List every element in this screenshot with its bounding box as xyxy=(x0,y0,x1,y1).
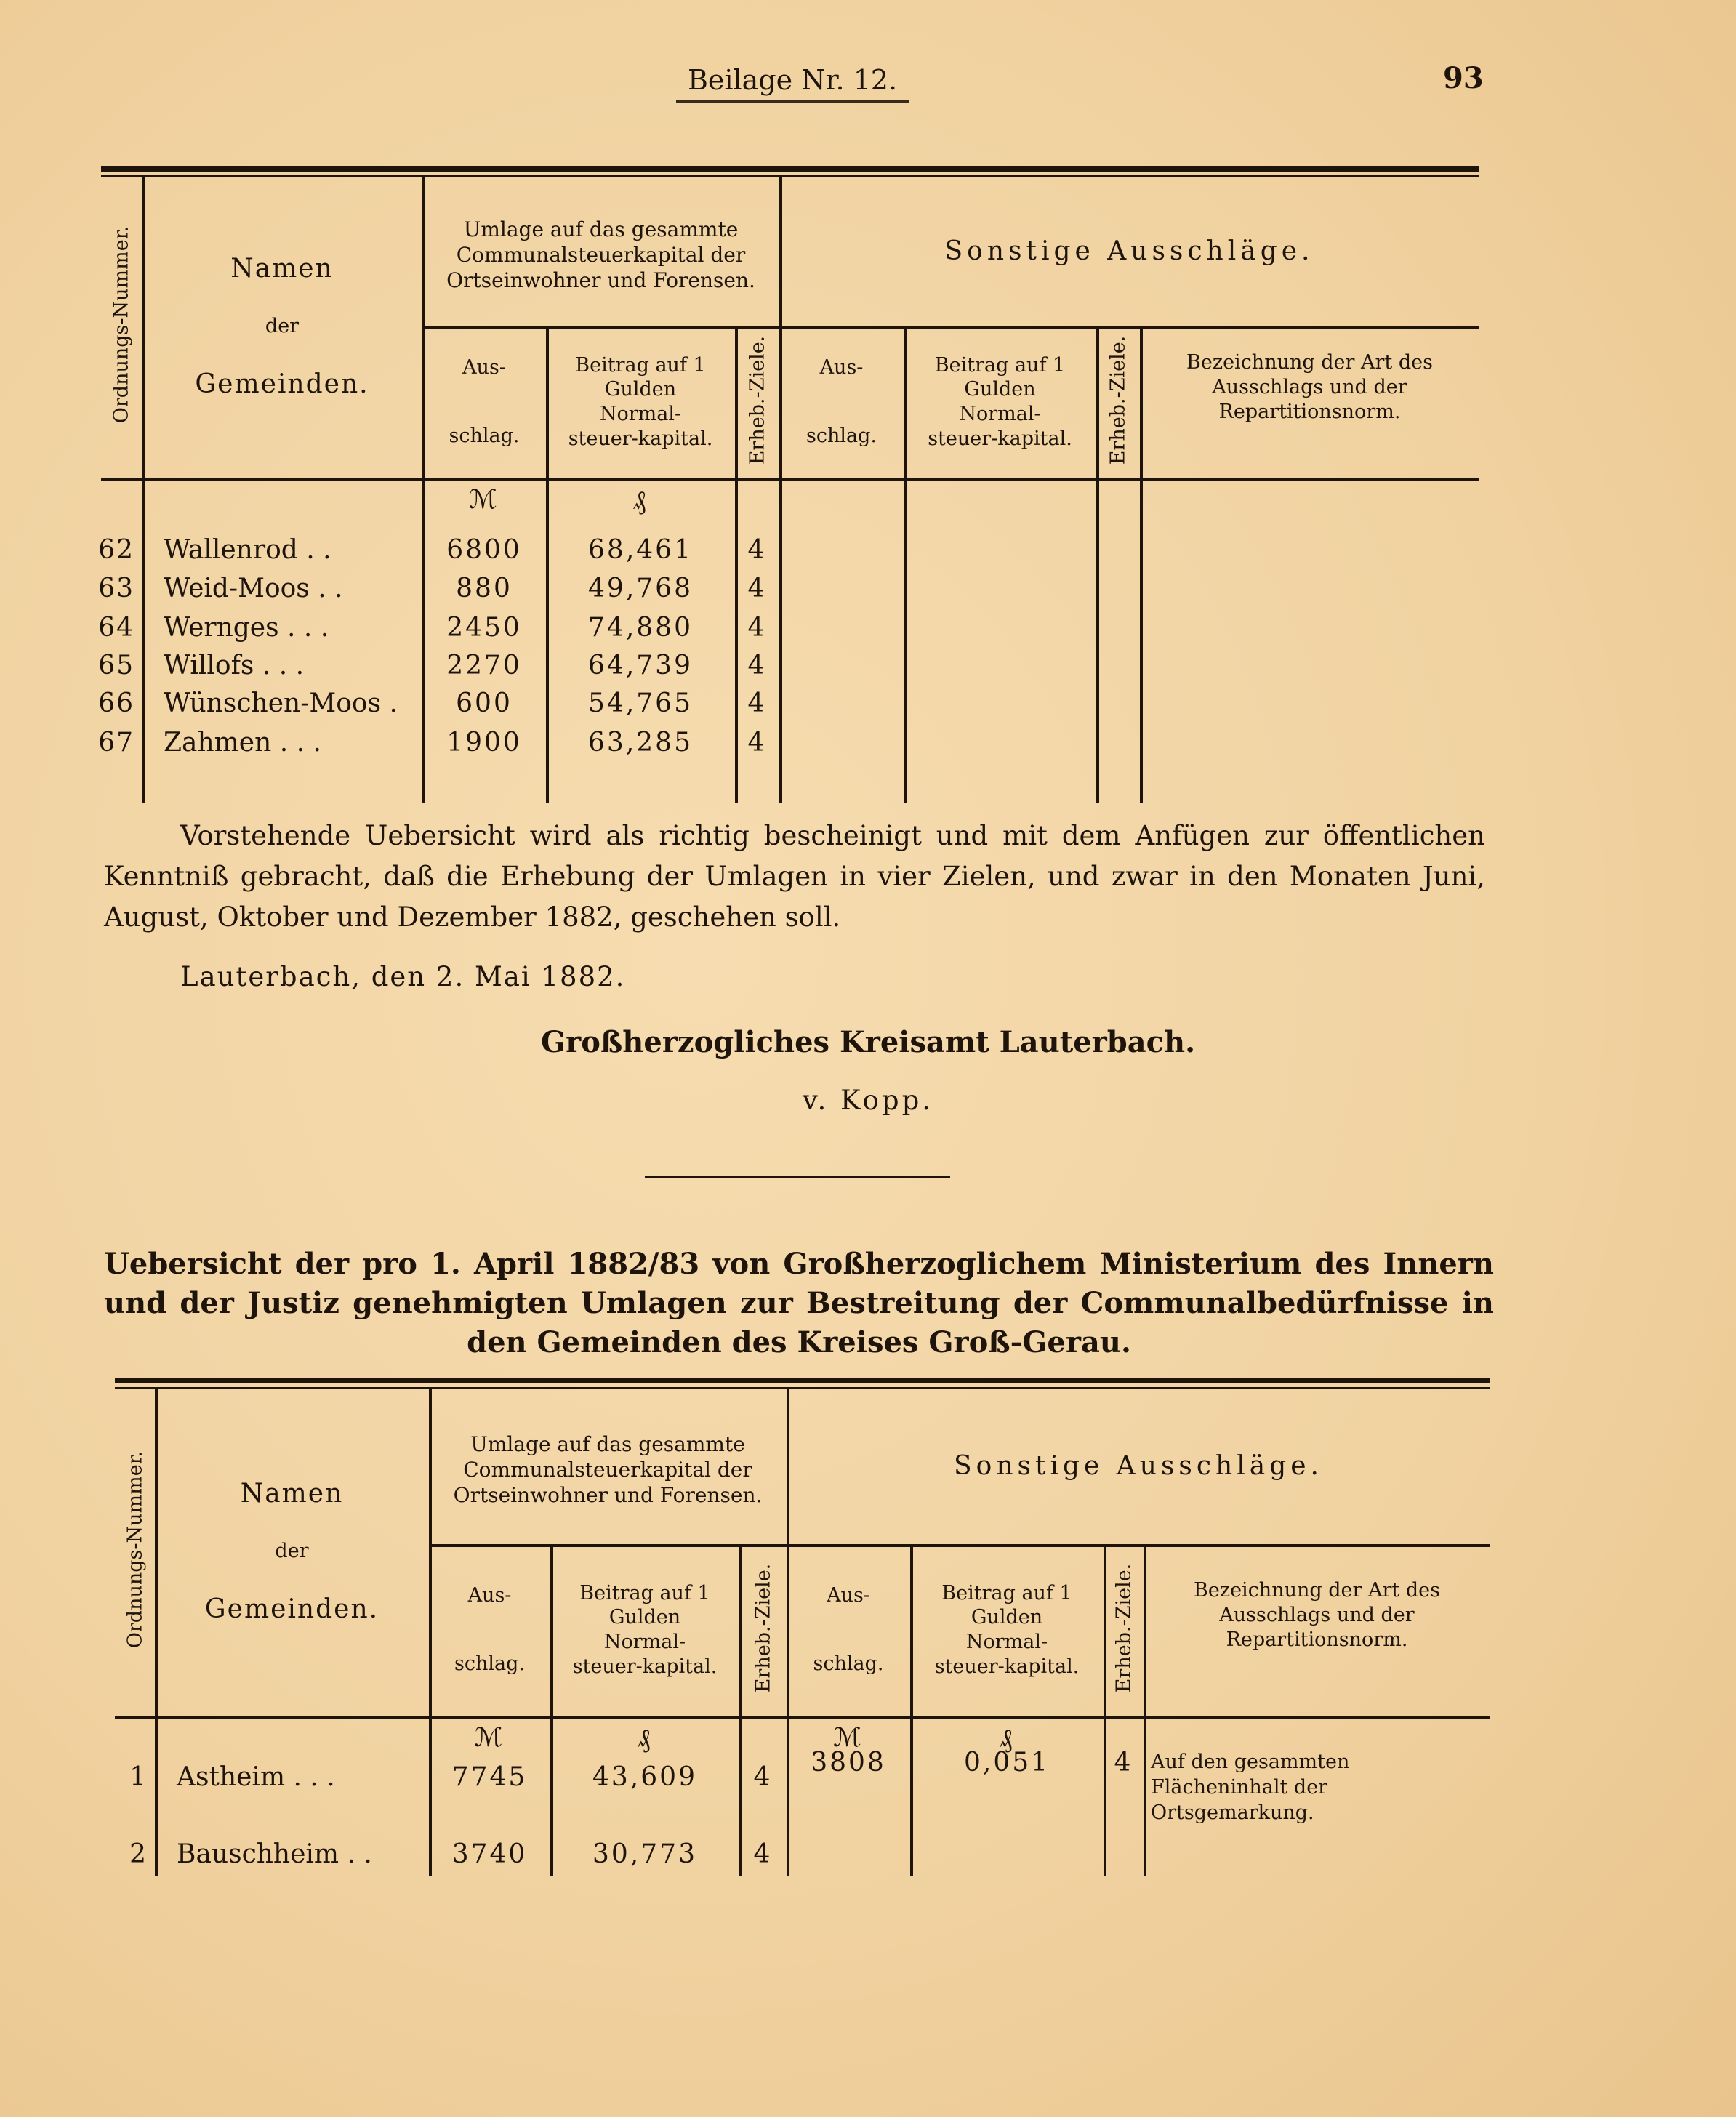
bezeichnung-value: Auf den gesammten Flächeninhalt der Ortsgemarkung. xyxy=(1151,1751,1350,1825)
header-erheb-ziele: Erheb.-Ziele. xyxy=(1112,1563,1135,1693)
header-ordnungs-nummer: Ordnungs-Nummer. xyxy=(110,225,133,424)
table-top-rule xyxy=(101,166,1479,172)
municipality-name: Zahmen . . . xyxy=(164,728,321,758)
ausschlag-value: 2270 xyxy=(446,651,522,680)
header-namen xyxy=(155,1387,429,1716)
section-title: Uebersicht der pro 1. April 1882/83 von Großherzoglichem Ministerium des Innern und der Justiz genehmigten Umlagen zur Bestreitung der Communalbedürfnisse in den Gemeinden des Kreises Groß-Gerau. xyxy=(104,1247,1494,1359)
header-erheb-ziele: Erheb.-Ziele. xyxy=(752,1563,774,1693)
unit-pfennig: ₰ xyxy=(637,1724,653,1754)
header-umlage: Umlage auf das gesammte Communalsteuerkapital der Ortseinwohner und Forensen. xyxy=(446,217,755,292)
header-sonstige: Sonstige Ausschläge. xyxy=(953,1450,1324,1481)
header-ordnungs-nummer: Ordnungs-Nummer. xyxy=(124,1450,146,1649)
header-namen-line: der xyxy=(275,1540,309,1563)
row-number: 67 xyxy=(98,728,134,758)
column-rule xyxy=(739,1544,742,1876)
column-rule xyxy=(910,1544,913,1876)
supplement-heading: Beilage Nr. 12. xyxy=(676,64,909,103)
ausschlag-value: 7745 xyxy=(451,1762,528,1792)
page-number: 93 xyxy=(1443,61,1484,95)
sonstige-ziele-value: 4 xyxy=(1114,1748,1133,1777)
ziele-value: 4 xyxy=(747,574,767,603)
beitrag-value: 68,461 xyxy=(588,535,693,565)
signature: v. Kopp. xyxy=(802,1085,934,1116)
issuing-authority: Großherzogliches Kreisamt Lauterbach. xyxy=(540,1025,1196,1059)
header-erheb-ziele: Erheb.-Ziele. xyxy=(1106,335,1130,465)
beitrag-value: 64,739 xyxy=(588,651,693,680)
notice-text: Vorstehende Uebersicht wird als richtig bescheinigt und mit dem Anfügen zur öffentlichen Kenntniß gebracht, daß die Erhebung der Umlagen in vier Zielen, und zwar in den Monaten Juni, August, Oktober und Dezember 1882, geschehen soll. xyxy=(104,820,1485,933)
beitrag-value: 54,765 xyxy=(588,688,693,718)
ziele-value: 4 xyxy=(747,688,767,718)
municipality-name: Willofs . . . xyxy=(164,651,305,680)
municipality-name: Bauschheim . . xyxy=(177,1839,372,1869)
header-ausschlag-line: schlag. xyxy=(449,425,520,447)
ziele-value: 4 xyxy=(747,651,767,680)
beitrag-value: 30,773 xyxy=(592,1839,697,1869)
header-sonstige: Sonstige Ausschläge. xyxy=(944,236,1314,266)
header-ausschlag xyxy=(787,1544,910,1716)
municipality-name: Wallenrod . . xyxy=(164,535,331,565)
place-date: Lauterbach, den 2. Mai 1882. xyxy=(180,961,626,992)
ausschlag-value: 600 xyxy=(456,688,513,718)
table-top-rule xyxy=(115,1378,1490,1383)
header-umlage: Umlage auf das gesammte Communalsteuerkapital der Ortseinwohner und Forensen. xyxy=(453,1431,763,1507)
header-ausschlag-line: Aus- xyxy=(462,356,506,379)
column-rule xyxy=(1104,1544,1106,1876)
header-ausschlag xyxy=(429,1544,550,1716)
header-bezeichnung: Bezeichnung der Art des Ausschlags und der Repartitionsnorm. xyxy=(1186,351,1433,423)
row-number: 62 xyxy=(98,535,134,565)
ausschlag-value: 1900 xyxy=(446,728,522,758)
row-number: 64 xyxy=(98,613,134,643)
header-ausschlag xyxy=(422,326,546,478)
ziele-value: 4 xyxy=(753,1762,773,1792)
municipality-name: Astheim . . . xyxy=(177,1762,335,1792)
beitrag-value: 43,609 xyxy=(592,1762,697,1792)
unit-mark: ℳ xyxy=(469,485,499,515)
municipality-name: Wünschen-Moos . xyxy=(164,688,398,718)
sonstige-ausschlag-value: 3808 xyxy=(811,1748,886,1777)
unit-pfennig: ₰ xyxy=(999,1724,1015,1754)
unit-mark: ℳ xyxy=(833,1723,864,1753)
ausschlag-value: 6800 xyxy=(446,535,522,565)
header-ausschlag-line: schlag. xyxy=(813,1652,884,1675)
unit-mark: ℳ xyxy=(474,1723,505,1753)
row-number: 2 xyxy=(129,1839,148,1869)
column-rule xyxy=(1096,326,1099,803)
column-rule xyxy=(1144,1544,1146,1876)
header-beitrag: Beitrag auf 1 Gulden Normal-steuer-kapital. xyxy=(934,1581,1080,1678)
municipality-name: Wernges . . . xyxy=(164,613,329,643)
header-namen-line: Namen xyxy=(240,1479,344,1509)
header-bezeichnung: Bezeichnung der Art des Ausschlags und der Repartitionsnorm. xyxy=(1194,1579,1440,1651)
header-namen-line: Gemeinden. xyxy=(195,369,369,399)
ziele-value: 4 xyxy=(747,535,767,565)
header-namen xyxy=(142,175,422,478)
row-number: 63 xyxy=(98,574,134,603)
header-bottom-rule xyxy=(101,478,1479,481)
ausschlag-value: 880 xyxy=(456,574,513,603)
column-rule xyxy=(1140,326,1143,803)
row-number: 65 xyxy=(98,651,134,680)
beitrag-value: 74,880 xyxy=(588,613,693,643)
header-beitrag: Beitrag auf 1 Gulden Normal-steuer-kapital. xyxy=(568,353,713,450)
section-divider xyxy=(645,1176,950,1178)
column-rule xyxy=(904,326,907,803)
header-ausschlag-line: Aus- xyxy=(819,356,864,379)
beitrag-value: 63,285 xyxy=(588,728,693,758)
ziele-value: 4 xyxy=(747,613,767,643)
header-namen-line: der xyxy=(265,315,300,338)
header-erheb-ziele: Erheb.-Ziele. xyxy=(746,335,768,465)
ausschlag-value: 2450 xyxy=(446,613,522,643)
column-rule xyxy=(550,1544,553,1876)
ziele-value: 4 xyxy=(747,728,767,758)
header-ausschlag-line: Aus- xyxy=(467,1584,512,1607)
row-number: 1 xyxy=(129,1762,148,1792)
sonstige-beitrag-value: 0,051 xyxy=(963,1748,1050,1777)
row-number: 66 xyxy=(98,688,134,718)
header-beitrag: Beitrag auf 1 Gulden Normal-steuer-kapital. xyxy=(572,1581,718,1678)
header-ausschlag-line: Aus- xyxy=(827,1584,870,1607)
notice-paragraph xyxy=(104,816,1485,938)
ziele-value: 4 xyxy=(753,1839,773,1869)
header-ausschlag xyxy=(779,326,904,478)
beitrag-value: 49,768 xyxy=(588,574,693,603)
header-namen-line: Namen xyxy=(230,254,334,284)
header-namen-line: Gemeinden. xyxy=(204,1594,379,1624)
unit-pfennig: ₰ xyxy=(632,486,648,515)
ausschlag-value: 3740 xyxy=(451,1839,528,1869)
header-beitrag: Beitrag auf 1 Gulden Normal-steuer-kapital. xyxy=(928,353,1072,450)
header-ausschlag-line: schlag. xyxy=(454,1652,525,1675)
header-ausschlag-line: schlag. xyxy=(806,425,877,447)
header-bottom-rule xyxy=(115,1716,1490,1719)
municipality-name: Weid-Moos . . xyxy=(164,574,343,603)
